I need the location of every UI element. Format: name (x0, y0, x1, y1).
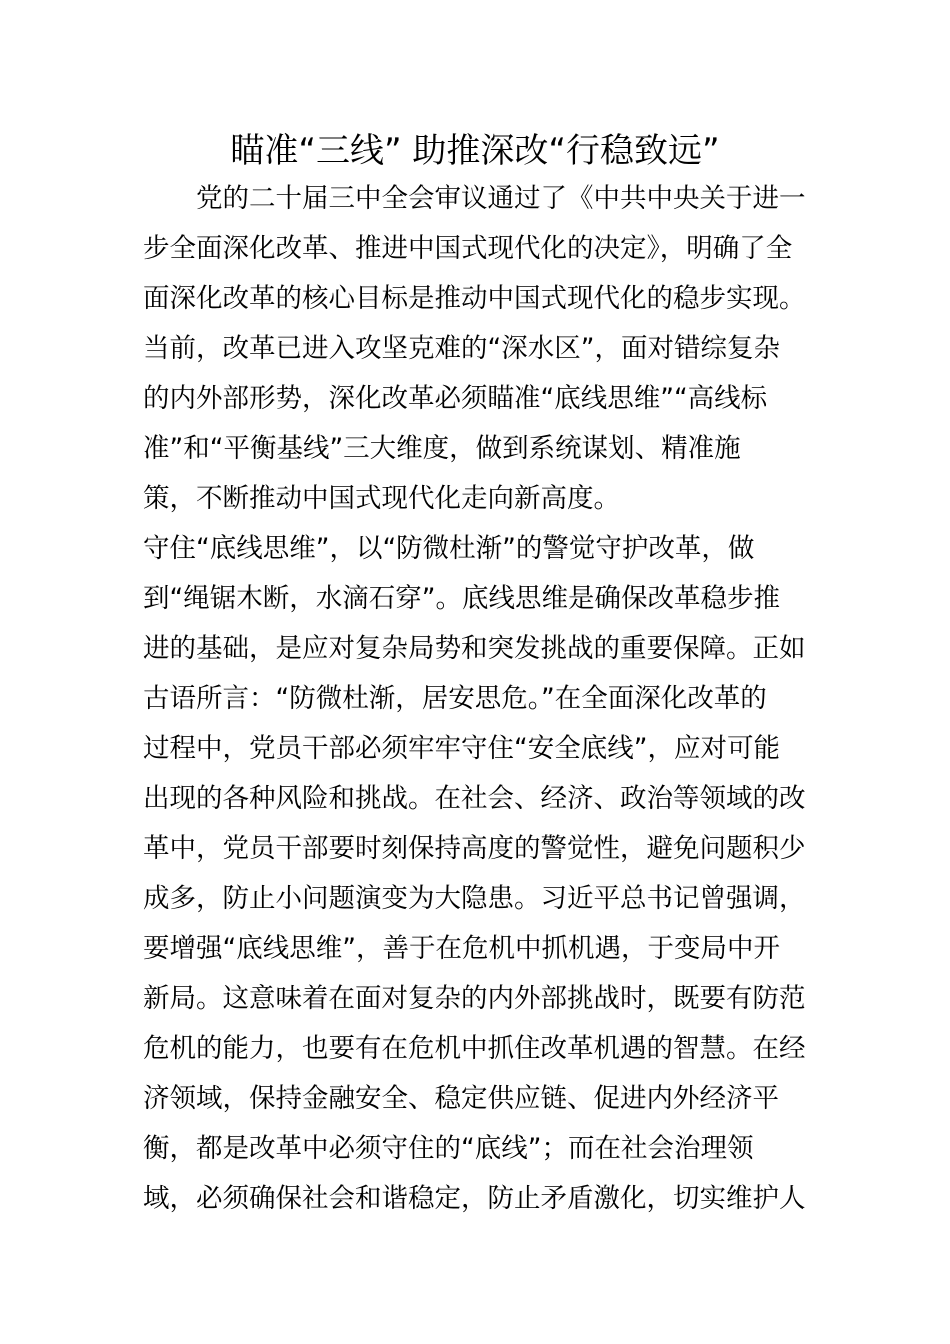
paragraph-1-line: 党的二十届三中全会审议通过了《中共中央关于进一 (143, 183, 806, 214)
paragraph-1-line: 准”和“平衡基线”三大维度，做到系统谋划、精准施 (143, 433, 741, 464)
paragraph-2-line: 济领域，保持金融安全、稳定供应链、促进内外经济平 (143, 1083, 779, 1114)
document-title: 瞄准“三线” 助推深改“行稳致远” (230, 131, 720, 171)
paragraph-1-line: 步全面深化改革、推进中国式现代化的决定》，明确了全 (143, 233, 793, 264)
paragraph-1-line: 的内外部形势，深化改革必须瞄准“底线思维”“高线标 (143, 383, 768, 414)
paragraph-2-line: 要增强“底线思维”，善于在危机中抓机遇，于变局中开 (143, 933, 780, 964)
paragraph-2-line: 成多，防止小问题演变为大隐患。习近平总书记曾强调， (143, 883, 806, 914)
paragraph-2-line: 衡，都是改革中必须守住的“底线”；而在社会治理领 (143, 1133, 754, 1164)
paragraph-2-line: 出现的各种风险和挑战。在社会、经济、政治等领域的改 (143, 783, 806, 814)
paragraph-2-line: 守住“底线思维”，以“防微杜渐”的警觉守护改革，做 (143, 533, 755, 564)
paragraph-2-line: 到“绳锯木断，水滴石穿”。底线思维是确保改革稳步推 (143, 583, 780, 614)
paragraph-2-line: 过程中，党员干部必须牢牢守住“安全底线”，应对可能 (143, 733, 780, 764)
paragraph-2-line: 古语所言：“防微杜渐，居安思危。”在全面深化改革的 (143, 683, 767, 714)
paragraph-1-line: 当前，改革已进入攻坚克难的“深水区”，面对错综复杂 (143, 333, 780, 364)
paragraph-1-line: 面深化改革的核心目标是推动中国式现代化的稳步实现。 (143, 283, 806, 314)
paragraph-2-line: 新局。这意味着在面对复杂的内外部挑战时，既要有防范 (143, 983, 806, 1014)
paragraph-1-line: 策，不断推动中国式现代化走向新高度。 (143, 483, 620, 514)
paragraph-2-line: 危机的能力，也要有在危机中抓住改革机遇的智慧。在经 (143, 1033, 806, 1064)
paragraph-2-line: 域，必须确保社会和谐稳定，防止矛盾激化，切实维护人 (143, 1183, 806, 1214)
paragraph-2-line: 进的基础，是应对复杂局势和突发挑战的重要保障。正如 (143, 633, 806, 664)
paragraph-2-line: 革中，党员干部要时刻保持高度的警觉性，避免问题积少 (143, 833, 806, 864)
